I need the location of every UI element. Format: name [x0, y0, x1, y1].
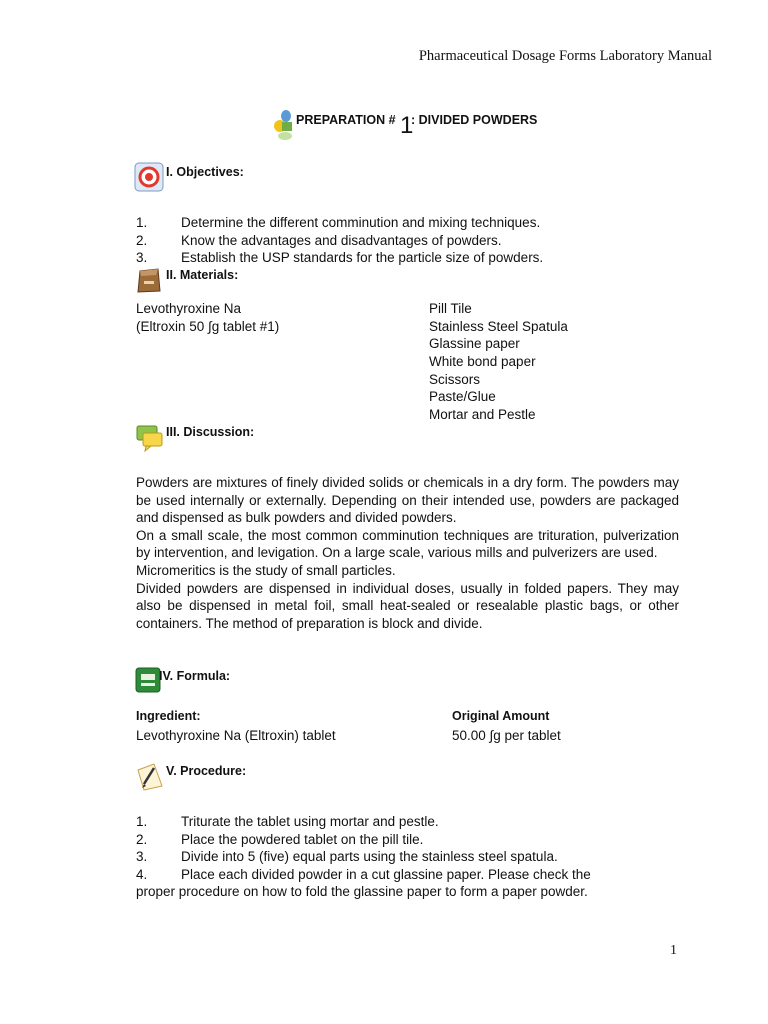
discussion-text [136, 474, 679, 632]
procedure-heading: V. Procedure: [166, 764, 247, 778]
discussion-heading: III. Discussion: [166, 425, 255, 439]
material-item: Glassine paper [429, 336, 520, 351]
ingredient-cell: Levothyroxine Na (Eltroxin) tablet [136, 728, 336, 743]
material-item: (Eltroxin 50 ∫g tablet #1) [136, 319, 280, 334]
title-number: 1 [400, 112, 414, 139]
material-item: Scissors [429, 372, 481, 387]
running-header: Pharmaceutical Dosage Forms Laboratory Manual [418, 48, 712, 64]
material-item: Pill Tile [429, 301, 472, 316]
title-prefix: PREPARATION # [296, 113, 396, 127]
shapes-icon [272, 108, 294, 142]
formula-heading: IV. Formula: [159, 669, 231, 683]
material-item: White bond paper [429, 354, 536, 369]
amount-cell: 50.00 ∫g per tablet [452, 728, 561, 743]
page-number: 1 [670, 943, 677, 958]
target-icon [134, 162, 164, 192]
discussion-paragraph: Powders are mixtures of finely divided solids or chemicals in a dry form. The powders may be used internally or externally. Depending on their intended use, powders are packaged and dispensed as bulk powders and divided powders. [136, 475, 679, 526]
title-suffix: : DIVIDED POWDERS [411, 113, 538, 127]
material-item: Levothyroxine Na [136, 301, 242, 316]
procedure-continuation: proper procedure on how to fold the glassine paper to form a paper powder. [136, 884, 588, 899]
discussion-paragraph: Micromeritics is the study of small particles. [136, 562, 396, 578]
chat-icon [134, 422, 164, 452]
amount-column-header: Original Amount [452, 709, 550, 723]
material-item: Paste/Glue [429, 389, 496, 404]
objectives-heading: I. Objectives: [166, 165, 244, 179]
discussion-paragraph: Divided powders are dispensed in individual doses, usually in folded papers. They may also be dispensed in metal foil, small heat-sealed or resealable plastic bags, or other containers. The method of preparation is block and divide. [136, 580, 679, 631]
materials-heading: II. Materials: [166, 268, 239, 282]
material-item: Stainless Steel Spatula [429, 319, 568, 334]
package-icon [134, 265, 164, 295]
pencil-icon [134, 760, 164, 790]
discussion-paragraph: On a small scale, the most common comminution techniques are trituration, pulverization by intervention, and levigation. On a large scale, various mills and pulverizers are used. [136, 527, 679, 561]
ingredient-column-header: Ingredient: [136, 709, 201, 723]
material-item: Mortar and Pestle [429, 407, 536, 422]
